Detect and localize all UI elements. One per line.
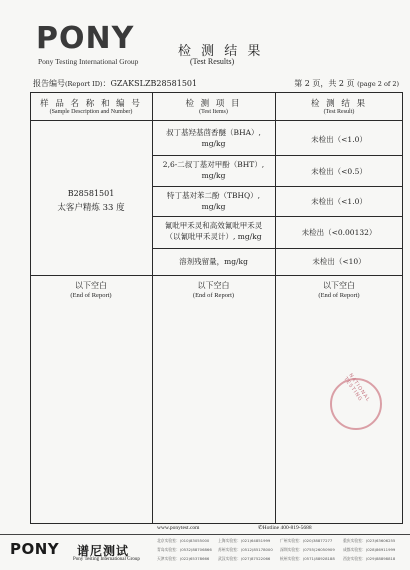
footer-brand-name: 谱尼测试 bbox=[77, 544, 130, 558]
test-result: 未检出（<0.5） bbox=[311, 167, 367, 176]
results-table bbox=[30, 92, 403, 524]
sample-id: B28581501 bbox=[67, 189, 115, 198]
company-subtitle: Pony Testing International Group bbox=[38, 57, 139, 66]
test-item bbox=[152, 159, 275, 181]
page-indicator-cn: 第 2 页，共 2 页 bbox=[294, 79, 355, 88]
test-result: 未检出（<0.00132） bbox=[301, 228, 377, 237]
footer-divider bbox=[0, 534, 410, 535]
footer-contact: 北京实验室：(010)83055000 bbox=[157, 538, 210, 543]
footer-contact: 武汉实验室：(027)87522066 bbox=[218, 556, 271, 561]
official-seal-text: NATIONAL TESTING bbox=[342, 372, 372, 404]
report-number-value: ：GZAKSLZB28581501 bbox=[102, 79, 198, 88]
footer-contact: 杭州实验室：(0571)88928188 bbox=[280, 556, 335, 561]
end-of-report: 以下空白 bbox=[197, 281, 230, 290]
table-divider bbox=[152, 92, 153, 524]
footer-brand-name-en: Pony Testing International Group bbox=[73, 557, 140, 562]
test-item-line: 特丁基对苯二酚（TBHQ）, bbox=[166, 191, 261, 200]
column-header-sample: 样 品 名 称 和 编 号 bbox=[40, 99, 142, 109]
table-divider bbox=[152, 186, 403, 187]
column-header-result: 检 测 结 果 bbox=[310, 99, 368, 109]
page-title-en: (Test Results) bbox=[190, 57, 235, 66]
report-number-label-en: (Report ID) bbox=[65, 80, 103, 88]
end-of-report: 以下空白 bbox=[75, 281, 107, 290]
footer-contact: 苏州实验室：(0512)85178000 bbox=[218, 547, 273, 552]
end-of-report-en: (End of Report) bbox=[70, 292, 112, 299]
end-of-report: 以下空白 bbox=[323, 281, 355, 290]
page-indicator-en: (page 2 of 2) bbox=[357, 80, 399, 88]
footer-hotline: ✆Hotline 400-819-5688 bbox=[258, 525, 312, 531]
test-item-line: 氰吡甲禾灵和高效氰吡甲禾灵 bbox=[164, 221, 263, 230]
footer-contact: 广州实验室：(020)38877277 bbox=[280, 538, 333, 543]
column-header-items-en: (Test Items) bbox=[199, 109, 228, 115]
footer-contact: 上海实验室：(021)64851999 bbox=[218, 538, 271, 543]
test-item bbox=[152, 256, 275, 267]
test-item bbox=[152, 220, 275, 242]
table-divider bbox=[152, 155, 403, 156]
test-item-line: 2,6-二叔丁基对甲酚（BHT）, bbox=[162, 160, 265, 169]
page-title: 检 测 结 果 bbox=[178, 44, 264, 59]
test-item-line: mg/kg bbox=[201, 139, 226, 148]
test-item bbox=[152, 190, 275, 212]
footer-contact: 青岛实验室：(0532)88706866 bbox=[157, 547, 212, 552]
report-number-label: 报告编号 bbox=[33, 79, 65, 88]
test-item-line: 溶剂残留量，mg/kg bbox=[179, 257, 248, 266]
footer-contact: 西安实验室：(029)88898818 bbox=[343, 556, 396, 561]
table-divider bbox=[152, 248, 403, 249]
footer-contact: 天津实验室：(022)65378666 bbox=[157, 556, 210, 561]
test-item-line: （以氰吡甲禾灵计）, mg/kg bbox=[165, 232, 262, 241]
test-result: 未检出（<1.0） bbox=[311, 197, 367, 206]
table-divider bbox=[275, 92, 276, 524]
end-of-report-en: (End of Report) bbox=[318, 292, 360, 299]
column-header-sample-en: (Sample Description and Number) bbox=[49, 109, 133, 115]
footer-contact: 成都实验室：(028)86911999 bbox=[343, 547, 396, 552]
end-of-report-en: (End of Report) bbox=[192, 292, 235, 299]
company-logo: PONY bbox=[36, 21, 135, 56]
footer-contact: 深圳实验室：(0755)26050909 bbox=[280, 547, 335, 552]
report-number bbox=[33, 78, 197, 89]
table-divider bbox=[152, 216, 403, 217]
test-item-line: 叔丁基羟基茴香醚（BHA）, bbox=[166, 128, 261, 137]
table-divider bbox=[30, 120, 403, 121]
footer-logo: PONY bbox=[10, 540, 60, 558]
test-item-line: mg/kg bbox=[201, 202, 226, 211]
footer-website: www.ponytest.com bbox=[157, 525, 200, 531]
test-result: 未检出（<1.0） bbox=[311, 135, 367, 144]
column-header-items: 检 测 项 目 bbox=[185, 99, 242, 109]
page-indicator bbox=[294, 78, 399, 89]
test-item bbox=[152, 127, 275, 149]
footer-contact: 重庆实验室：(023)63606255 bbox=[343, 538, 396, 543]
test-item-line: mg/kg bbox=[201, 171, 226, 180]
column-header-result-en: (Test Result) bbox=[323, 109, 355, 115]
sample-name: 太客户精炼 33 度 bbox=[57, 203, 125, 213]
test-result: 未检出（<10） bbox=[312, 257, 366, 266]
table-divider bbox=[30, 275, 403, 276]
